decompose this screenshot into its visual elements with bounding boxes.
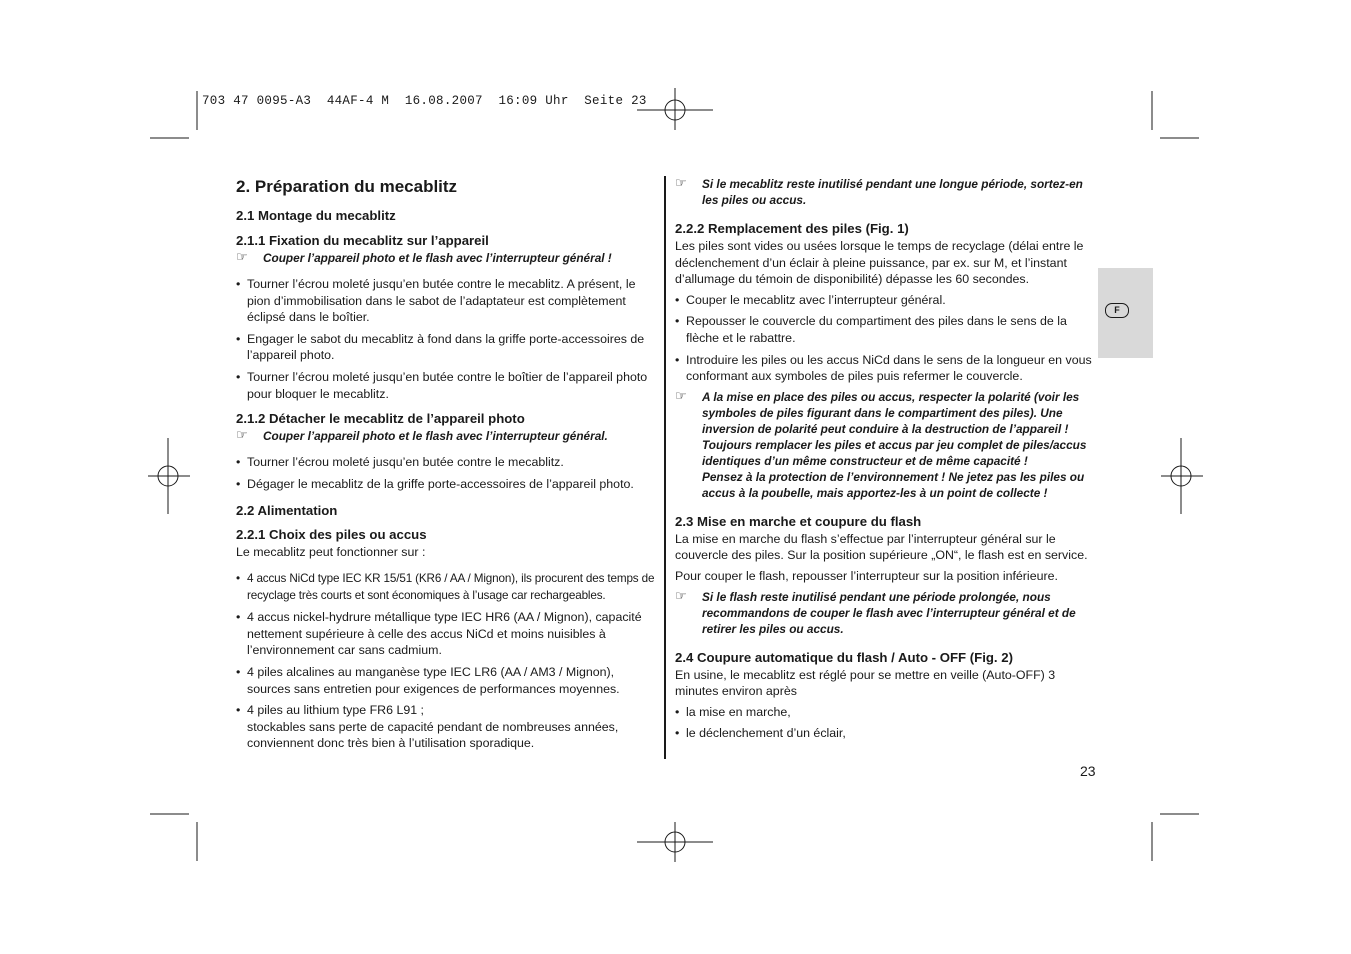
note-polarity bbox=[675, 389, 1095, 501]
lithium-line-1: • 4 piles au lithium type FR6 L91 ; bbox=[247, 703, 425, 718]
language-badge: F bbox=[1105, 303, 1129, 318]
registration-mark-left bbox=[148, 438, 190, 514]
heading-2-4: 2.4 Coupure automatique du flash / Auto - OFF (Fig. 2) bbox=[675, 649, 1013, 665]
paragraph: Pour couper le flash, repousser l’interrupteur sur la position inférieure. bbox=[675, 568, 1058, 583]
list-item: • Tourner l’écrou moleté jusqu’en butée contre le mecablitz. bbox=[236, 454, 660, 471]
heading-2-1-1: 2.1.1 Fixation du mecablitz sur l’appareil bbox=[236, 233, 489, 248]
paragraph: Les piles sont vides ou usées lorsque le temps de recyclage (délai entre le déclenchement d’un éclair à pleine puissance, par ex. sur M, et l’instant d’allumage du témoin de disponibilité) dépasse les 60 secondes. bbox=[675, 239, 1084, 287]
pointing-hand-icon: ☞ bbox=[675, 175, 687, 190]
list-item: • le déclenchement d’un éclair, bbox=[675, 725, 1095, 742]
pointing-hand-icon: ☞ bbox=[675, 387, 687, 403]
page-number: 23 bbox=[1080, 763, 1096, 779]
registration-mark-right bbox=[1161, 438, 1203, 514]
list-item: • Introduire les piles ou les accus NiCd dans le sens de la longueur en vous conformant aux symboles de piles puis refermer le couvercle. bbox=[675, 352, 1095, 385]
heading-2-2-1: 2.2.1 Choix des piles ou accus bbox=[236, 527, 427, 543]
pointing-hand-icon: ☞ bbox=[236, 427, 248, 443]
pointing-hand-icon: ☞ bbox=[675, 587, 687, 603]
list-item: • 4 piles alcalines au manganèse type IEC LR6 (AA / AM3 / Mignon), sources sans entretien pour exigences de performances moyennes. bbox=[236, 664, 660, 697]
list-item: • la mise en marche, bbox=[675, 704, 1095, 721]
paragraph: La mise en marche du flash s’effectue par l’interrupteur général sur le couvercle des piles. Sur la position supérieure „ON“, le flash est en service. bbox=[675, 531, 1088, 563]
intro-text: Le mecablitz peut fonctionner sur : bbox=[236, 545, 426, 560]
lithium-line-2: stockables sans perte de capacité pendant de nombreuses années, conviennent donc très bien à l’utilisation sporadique. bbox=[247, 719, 619, 751]
note-text: Pensez à la protection de l’environnement ! Ne jetez pas les piles ou accus à la poubelle, mais apportez-les à un point de collecte ! bbox=[702, 469, 1085, 500]
pointing-hand-icon: ☞ bbox=[236, 249, 248, 264]
list-item: • Engager le sabot du mecablitz à fond dans la griffe porte-accessoires de l’appareil photo. bbox=[236, 331, 660, 364]
registration-mark-bottom bbox=[637, 822, 713, 862]
note-top bbox=[675, 176, 1095, 208]
list-item: • 4 accus nickel-hydrure métallique type IEC HR6 (AA / Mignon), capacité nettement supérieure à celle des accus NiCd et moins nuisibles à l’environnement car sans cadmium. bbox=[236, 609, 660, 659]
list-item: • Tourner l’écrou moleté jusqu’en butée contre le boîtier de l’appareil photo pour bloquer le mecablitz. bbox=[236, 369, 660, 402]
list-item: • Tourner l’écrou moleté jusqu’en butée contre le mecablitz. A présent, le pion d’immobilisation dans le sabot de l’adaptateur est complètement éclipsé dans le boîtier. bbox=[236, 276, 660, 326]
heading-2-2: 2.2 Alimentation bbox=[236, 503, 338, 519]
heading-2-1-2: 2.1.2 Détacher le mecablitz de l’appareil photo bbox=[236, 411, 525, 427]
column-divider bbox=[664, 176, 666, 759]
paragraph: En usine, le mecablitz est réglé pour se mettre en veille (Auto-OFF) 3 minutes environ après bbox=[675, 667, 1056, 699]
note-text: Si le mecablitz reste inutilisé pendant une longue période, sortez-en les piles ou accus. bbox=[702, 177, 1083, 207]
note-2-1-1 bbox=[236, 250, 660, 266]
list-item: • 4 accus NiCd type IEC KR 15/51 (KR6 / AA / Mignon), ils procurent des temps de recyclage très courts et sont économiques à l’usage car rechargeables. bbox=[236, 571, 660, 604]
section-title: 2. Préparation du mecablitz bbox=[236, 177, 458, 196]
list-item: • Couper le mecablitz avec l’interrupteur général. bbox=[675, 292, 1095, 309]
note-text: Couper l’appareil photo et le flash avec l’interrupteur général. bbox=[263, 429, 608, 444]
note-text: Couper l’appareil photo et le flash avec l’interrupteur général ! bbox=[263, 251, 612, 265]
note-flash-off bbox=[675, 589, 1095, 637]
registration-mark-top bbox=[637, 88, 713, 130]
left-column bbox=[236, 176, 660, 752]
list-item: • Dégager le mecablitz de la griffe porte-accessoires de l’appareil photo. bbox=[236, 476, 660, 493]
note-text: A la mise en place des piles ou accus, respecter la polarité (voir les symboles de piles figurant dans le compartiment des piles). Une inversion de polarité peut conduire à la destruction de l’appareil ! Toujours remplacer les piles et accus par jeu complet de piles/accus identiques d’un même constructeur et de même capacité ! bbox=[702, 389, 1087, 468]
note-2-1-2 bbox=[236, 428, 660, 444]
heading-2-3: 2.3 Mise en marche et coupure du flash bbox=[675, 513, 922, 529]
print-slug: 703 47 0095-A3 44AF-4 M 16.08.2007 16:09 Uhr Seite 23 bbox=[202, 94, 647, 108]
language-tab bbox=[1098, 268, 1153, 358]
heading-2-2-2: 2.2.2 Remplacement des piles (Fig. 1) bbox=[675, 221, 909, 236]
right-column bbox=[675, 176, 1095, 742]
note-text: Si le flash reste inutilisé pendant une période prolongée, nous recommandons de couper le flash avec l’interrupteur général et de retirer les piles ou accus. bbox=[702, 589, 1076, 636]
heading-2-1: 2.1 Montage du mecablitz bbox=[236, 208, 396, 223]
list-item bbox=[236, 702, 660, 752]
list-item: • Repousser le couvercle du compartiment des piles dans le sens de la flèche et le rabattre. bbox=[675, 313, 1095, 346]
